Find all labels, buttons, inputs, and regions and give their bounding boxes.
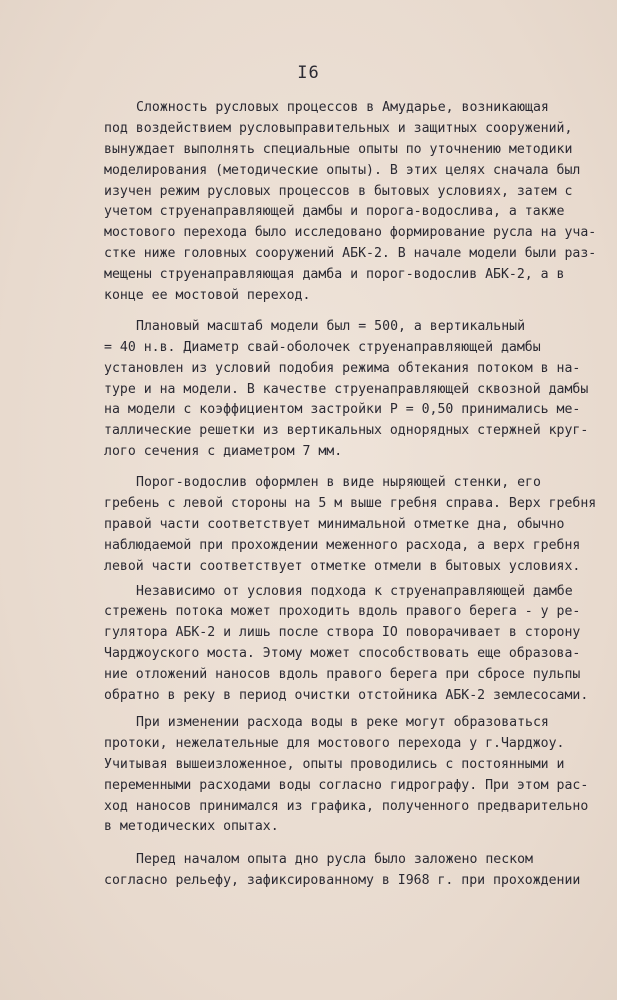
text-line: левой части соответствует отметке отмели в бытовых условиях.: [104, 558, 581, 574]
text-line: учетом струенаправляющей дамбы и порога-водослива, а также: [104, 204, 565, 220]
text-line: лого сечения с диаметром 7 мм.: [104, 444, 343, 460]
text-line: правой части соответствует минимальной отметке дна, обычно: [104, 516, 565, 532]
text-line: ние отложений наносов вдоль правого берега при сбросе пульпы: [104, 667, 581, 683]
text-line: на модели с коэффициентом застройки P = 0,50 принимались ме-: [104, 402, 581, 418]
text-line: согласно рельефу, зафиксированному в I968 г. при прохождении: [104, 873, 581, 889]
text-line: Плановый масштаб модели был = 500, а вертикальный: [136, 318, 526, 334]
text-line: Порог-водослив оформлен в виде ныряющей стенки, его: [136, 475, 541, 491]
text-line: мещены струенаправляющая дамба и порог-водослив АБК-2, а в: [104, 267, 565, 283]
text-line: таллические решетки из вертикальных однорядных стержней круг-: [104, 423, 589, 439]
text-line: наблюдаемой при прохождении меженного расхода, а верх гребня: [104, 537, 581, 553]
text-line: мостового перехода было исследовано формирование русла на уча-: [104, 225, 597, 241]
text-line: изучен режим русловых процессов в бытовых условиях, затем с: [104, 183, 573, 199]
text-line: = 40 н.в. Диаметр свай-оболочек струенаправляющей дамбы: [104, 339, 541, 355]
text-line: в методических опытах.: [104, 819, 279, 835]
text-line: протоки, нежелательные для мостового перехода у г.Чарджоу.: [104, 735, 565, 751]
text-line: под воздействием русловыправительных и защитных сооружений,: [104, 120, 573, 136]
text-line: установлен из условий подобия режима обтекания потоком в на-: [104, 360, 581, 376]
text-line: Чарджоуского моста. Этому может способствовать еще образова-: [104, 646, 581, 662]
text-line: переменными расходами воды согласно гидрографу. При этом рас-: [104, 777, 589, 793]
paragraph: [104, 317, 589, 463]
text-line: Перед началом опыта дно русла было заложено песком: [136, 852, 533, 868]
text-line: Сложность русловых процессов в Амударье, возникающая: [136, 100, 549, 115]
text-line: Учитывая вышеизложенное, опыты проводились с постоянными и: [104, 756, 565, 772]
text-line: При изменении расхода воды в реке могут образоваться: [136, 714, 549, 730]
text-line: конце ее мостовой переход.: [104, 288, 311, 304]
paragraph: [104, 98, 597, 307]
text-line: вынуждает выполнять специальные опыты по уточнению методики: [104, 141, 573, 157]
body-text: [104, 98, 597, 892]
text-line: стке ниже головных сооружений АБК-2. В начале модели были раз-: [104, 246, 597, 262]
text-line: гулятора АБК-2 и лишь после створа IO поворачивает в сторону: [104, 625, 581, 641]
text-line: обратно в реку в период очистки отстойника АБК-2 землесосами.: [104, 688, 589, 704]
text-line: ход наносов принимался из графика, полученного предварительно: [104, 798, 589, 814]
text-line: стрежень потока может проходить вдоль правого берега - у ре-: [104, 604, 581, 620]
text-line: гребень с левой стороны на 5 м выше гребня справа. Верх гребня: [104, 496, 597, 512]
text-line: моделирования (методические опыты). В этих целях сначала был: [104, 162, 581, 178]
paragraph: [104, 473, 597, 577]
paragraph: [104, 850, 581, 892]
paragraph: [104, 582, 589, 707]
text-line: туре и на модели. В качестве струенаправляющей сквозной дамбы: [104, 381, 589, 397]
text-line: Независимо от условия подхода к струенаправляющей дамбе: [136, 583, 573, 599]
page-number: I6: [297, 63, 320, 83]
paragraph: [104, 713, 589, 838]
